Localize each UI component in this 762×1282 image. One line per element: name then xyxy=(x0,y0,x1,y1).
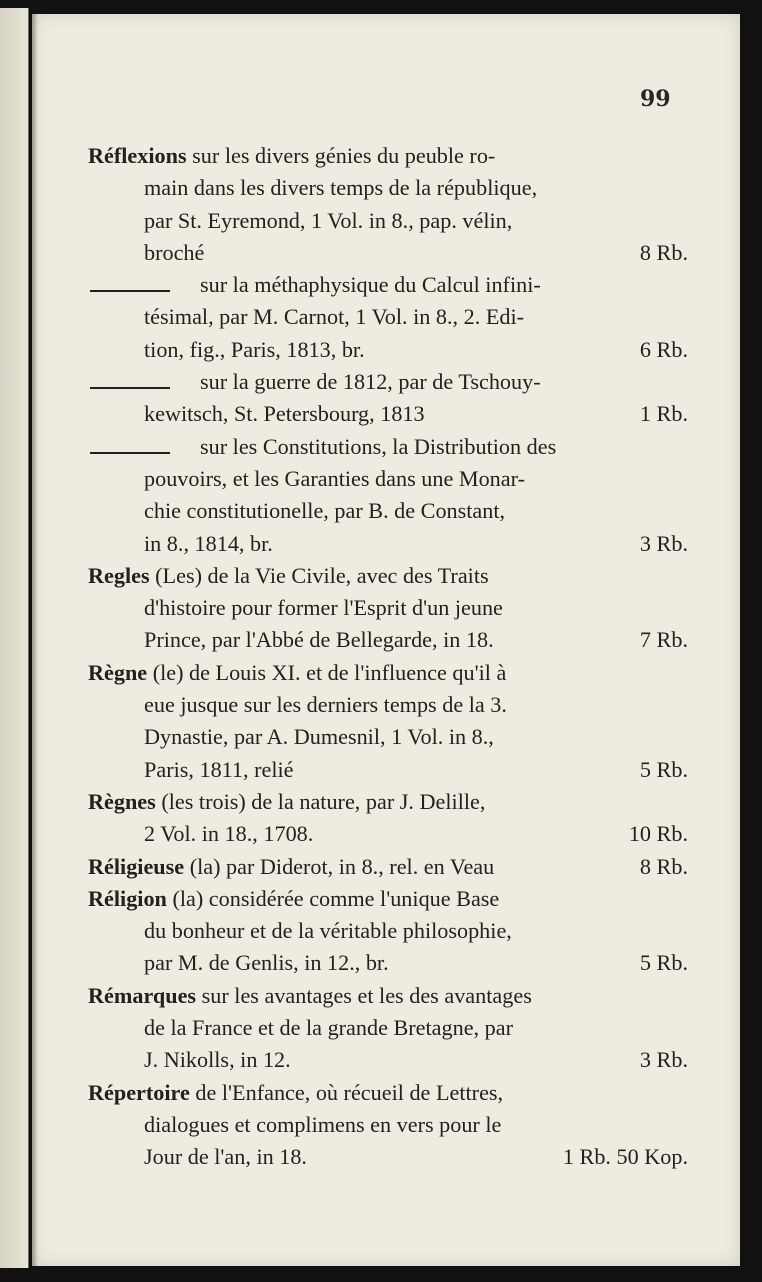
catalogue-entry xyxy=(88,851,688,883)
entry-line xyxy=(88,463,688,495)
entry-text xyxy=(144,754,294,786)
entry-price: 5 Rb. xyxy=(639,950,688,976)
entry-line xyxy=(88,786,688,818)
entry-description: Paris, 1811, relié xyxy=(144,756,294,782)
entry-text xyxy=(144,947,389,979)
entry-text xyxy=(144,398,425,430)
entry-title: Règne xyxy=(88,659,148,685)
entry-line xyxy=(88,1044,688,1076)
page-gutter xyxy=(32,14,38,1266)
entry-text xyxy=(144,495,505,527)
entry-line xyxy=(88,366,688,398)
entry-text xyxy=(144,301,524,333)
catalogue-entry xyxy=(88,560,688,657)
entry-line xyxy=(88,851,688,883)
entry-text xyxy=(88,366,541,398)
catalogue-entry xyxy=(88,366,688,431)
entry-description: tion, fig., Paris, 1813, br. xyxy=(144,336,365,362)
entry-description: Jour de l'an, in 18. xyxy=(144,1144,307,1170)
entry-text xyxy=(144,237,204,269)
entry-line xyxy=(88,980,688,1012)
entry-text xyxy=(144,592,503,624)
entry-description: par M. de Genlis, in 12., br. xyxy=(144,950,389,976)
entry-text xyxy=(88,883,499,915)
entry-line xyxy=(88,140,688,172)
entry-text xyxy=(144,1109,501,1141)
entry-title: Règnes xyxy=(88,788,156,814)
entry-description: pouvoirs, et les Garanties dans une Monar- xyxy=(144,465,525,491)
entry-title: Réligieuse xyxy=(88,853,185,879)
entry-line xyxy=(88,818,688,850)
entry-line xyxy=(88,528,688,560)
catalogue-entry xyxy=(88,140,688,269)
entry-text xyxy=(88,1077,503,1109)
entry-line xyxy=(88,560,688,592)
entry-text xyxy=(88,980,532,1012)
catalogue-entry xyxy=(88,1077,688,1174)
entry-description: Dynastie, par A. Dumesnil, 1 Vol. in 8., xyxy=(144,724,494,750)
entry-description: du bonheur et de la véritable philosophie, xyxy=(144,918,512,944)
page-number: 99 xyxy=(640,86,671,112)
ditto-dash xyxy=(90,452,170,454)
entry-title: Répertoire xyxy=(88,1079,190,1105)
entry-price: 8 Rb. xyxy=(639,239,688,265)
entry-price: 7 Rb. xyxy=(639,627,688,653)
entry-title: Rémarques xyxy=(88,982,197,1008)
entry-description: kewitsch, St. Petersbourg, 1813 xyxy=(144,401,425,427)
entry-description: J. Nikolls, in 12. xyxy=(144,1047,291,1073)
entry-description: par St. Eyremond, 1 Vol. in 8., pap. vélin, xyxy=(144,207,513,233)
entry-description: 2 Vol. in 18., 1708. xyxy=(144,821,314,847)
catalogue-entry xyxy=(88,980,688,1077)
entry-description: main dans les divers temps de la république, xyxy=(144,175,538,201)
entry-description: (la) considérée comme l'unique Base xyxy=(166,885,500,911)
entry-text xyxy=(144,1141,307,1173)
entry-description: eue jusque sur les derniers temps de la 3. xyxy=(144,692,507,718)
entry-description: in 8., 1814, br. xyxy=(144,530,273,556)
entry-line xyxy=(88,1077,688,1109)
entry-price: 1 Rb. xyxy=(639,401,688,427)
entry-text xyxy=(144,528,273,560)
entry-description: sur les avantages et les des avantages xyxy=(196,982,532,1008)
entry-line xyxy=(88,172,688,204)
entry-description: Prince, par l'Abbé de Bellegarde, in 18. xyxy=(144,627,494,653)
entry-description: d'histoire pour former l'Esprit d'un jeune xyxy=(144,595,503,621)
entry-text xyxy=(144,818,313,850)
entry-line xyxy=(88,334,688,366)
entry-text xyxy=(144,1044,291,1076)
entry-text xyxy=(144,721,494,753)
entry-description: (le) de Louis XI. et de l'influence qu'il à xyxy=(147,659,507,685)
entry-text xyxy=(88,269,541,301)
entry-title: Regles xyxy=(88,562,150,588)
entry-price: 10 Rb. xyxy=(628,821,688,847)
entry-line xyxy=(88,754,688,786)
left-page-edge xyxy=(0,8,29,1268)
entry-description: sur la méthaphysique du Calcul infini- xyxy=(200,272,541,298)
catalogue-entry xyxy=(88,269,688,366)
entry-price: 5 Rb. xyxy=(639,756,688,782)
entry-line xyxy=(88,592,688,624)
entry-text xyxy=(88,431,556,463)
entry-description: (Les) de la Vie Civile, avec des Traits xyxy=(149,562,489,588)
entry-price: 1 Rb. 50 Kop. xyxy=(562,1144,688,1170)
ditto-dash xyxy=(90,290,170,292)
entry-text xyxy=(88,560,489,592)
entry-line xyxy=(88,269,688,301)
ditto-dash xyxy=(90,387,170,389)
entry-text xyxy=(144,463,525,495)
entry-line xyxy=(88,301,688,333)
entry-description: chie constitutionelle, par B. de Constant, xyxy=(144,498,506,524)
entry-line xyxy=(88,431,688,463)
entry-text xyxy=(144,205,512,237)
entry-line xyxy=(88,1109,688,1141)
entry-text xyxy=(144,334,365,366)
entry-text xyxy=(88,786,485,818)
entry-text xyxy=(88,851,494,883)
entry-description: sur la guerre de 1812, par de Tschouy- xyxy=(200,369,541,395)
catalogue-entries xyxy=(88,140,688,1174)
entry-description: dialogues et complimens en vers pour le xyxy=(144,1111,502,1137)
entry-text xyxy=(144,624,494,656)
entry-line xyxy=(88,398,688,430)
entry-title: Réligion xyxy=(88,885,167,911)
entry-description: (la) par Diderot, in 8., rel. en Veau xyxy=(184,853,495,879)
entry-text xyxy=(144,1012,513,1044)
entry-line xyxy=(88,205,688,237)
entry-line xyxy=(88,624,688,656)
entry-line xyxy=(88,237,688,269)
entry-description: de la France et de la grande Bretagne, par xyxy=(144,1015,513,1041)
entry-price: 3 Rb. xyxy=(639,530,688,556)
entry-price: 8 Rb. xyxy=(639,853,688,879)
entry-line xyxy=(88,495,688,527)
entry-description: tésimal, par M. Carnot, 1 Vol. in 8., 2. Edi- xyxy=(144,304,525,330)
entry-description: broché xyxy=(144,239,205,265)
entry-line xyxy=(88,883,688,915)
entry-line xyxy=(88,657,688,689)
entry-text xyxy=(144,915,512,947)
entry-line xyxy=(88,947,688,979)
entry-description: sur les divers génies du peuble ro- xyxy=(186,143,496,168)
entry-line xyxy=(88,1141,688,1173)
entry-text xyxy=(144,172,537,204)
entry-line xyxy=(88,915,688,947)
entry-text xyxy=(144,689,507,721)
entry-price: 3 Rb. xyxy=(639,1047,688,1073)
entry-text xyxy=(88,657,506,689)
entry-title: Réflexions xyxy=(88,143,187,168)
catalogue-entry xyxy=(88,431,688,560)
entry-description: de l'Enfance, où récueil de Lettres, xyxy=(189,1079,504,1105)
entry-description: sur les Constitutions, la Distribution des xyxy=(200,433,557,459)
entry-line xyxy=(88,721,688,753)
catalogue-entry xyxy=(88,657,688,786)
entry-description: (les trois) de la nature, par J. Delille, xyxy=(155,788,486,814)
entry-text xyxy=(88,140,495,172)
catalogue-entry xyxy=(88,786,688,851)
entry-line xyxy=(88,689,688,721)
entry-line xyxy=(88,1012,688,1044)
entry-price: 6 Rb. xyxy=(639,336,688,362)
catalogue-entry xyxy=(88,883,688,980)
